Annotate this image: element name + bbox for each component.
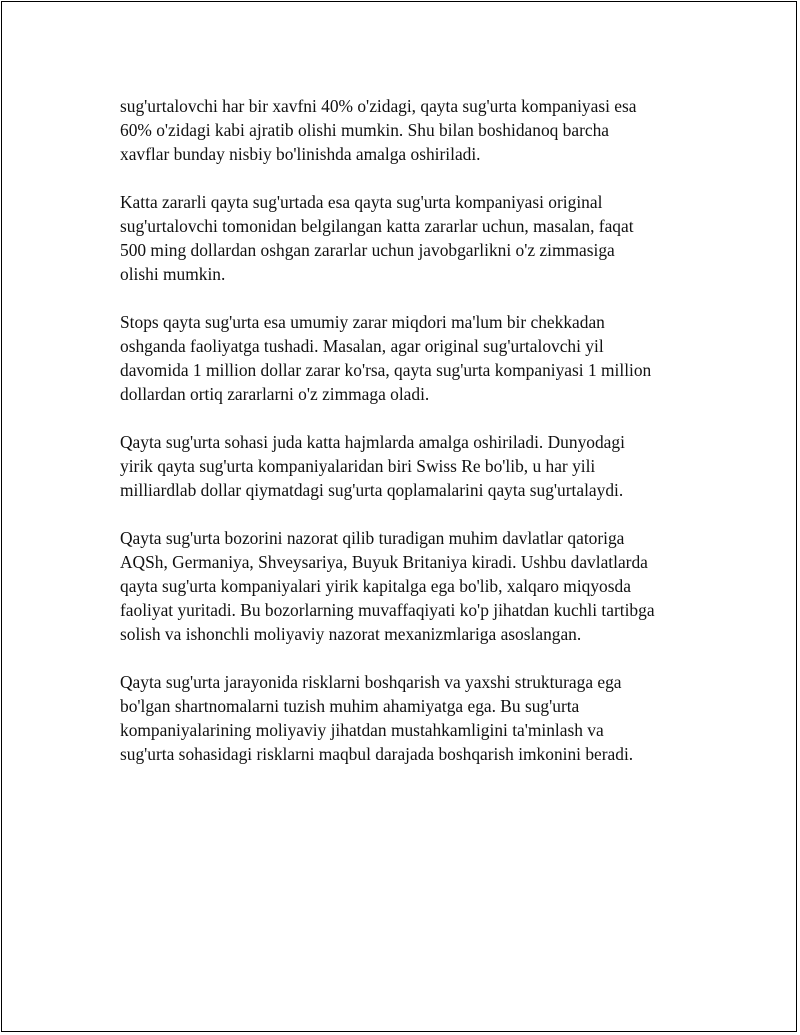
page-frame xyxy=(1,1,797,1032)
text-line: davomida 1 million dollar zarar ko'rsa, qayta sug'urta kompaniyasi 1 million xyxy=(120,360,652,380)
text-line: sug'urtalovchi har bir xavfni 40% o'zidagi, qayta sug'urta kompaniyasi esa xyxy=(120,96,637,116)
paragraph-5 xyxy=(120,526,700,646)
text-line: yirik qayta sug'urta kompaniyalaridan biri Swiss Re bo'lib, u har yili xyxy=(120,456,596,476)
text-line: sug'urta sohasidagi risklarni maqbul darajada boshqarish imkonini beradi. xyxy=(120,744,634,764)
text-line: Stops qayta sug'urta esa umumiy zarar miqdori ma'lum bir chekkadan xyxy=(120,312,605,332)
text-line: Katta zararli qayta sug'urtada esa qayta sug'urta kompaniyasi original xyxy=(120,192,603,212)
paragraph-4 xyxy=(120,430,700,502)
text-line: 500 ming dollardan oshgan zararlar uchun javobgarlikni o'z zimmasiga xyxy=(120,240,615,260)
paragraph-2 xyxy=(120,190,700,286)
text-line: bo'lgan shartnomalarni tuzish muhim ahamiyatga ega. Bu sug'urta xyxy=(120,696,580,716)
paragraph-3 xyxy=(120,310,700,406)
text-line: 60% o'zidagi kabi ajratib olishi mumkin. Shu bilan boshidanoq barcha xyxy=(120,120,610,140)
document-body xyxy=(120,94,700,790)
text-line: sug'urtalovchi tomonidan belgilangan katta zararlar uchun, masalan, faqat xyxy=(120,216,634,236)
text-line: dollardan ortiq zararlarni o'z zimmaga oladi. xyxy=(120,384,430,404)
text-line: qayta sug'urta kompaniyalari yirik kapitalga ega bo'lib, xalqaro miqyosda xyxy=(120,576,631,596)
text-line: xavflar bunday nisbiy bo'linishda amalga oshiriladi. xyxy=(120,144,481,164)
text-line: solish va ishonchli moliyaviy nazorat mexanizmlariga asoslangan. xyxy=(120,624,582,644)
text-line: olishi mumkin. xyxy=(120,264,226,284)
paragraph-6 xyxy=(120,670,700,766)
text-line: milliardlab dollar qiymatdagi sug'urta qoplamalarini qayta sug'urtalaydi. xyxy=(120,480,624,500)
paragraph-1 xyxy=(120,94,700,166)
text-line: Qayta sug'urta sohasi juda katta hajmlarda amalga oshiriladi. Dunyodagi xyxy=(120,432,625,452)
text-line: faoliyat yuritadi. Bu bozorlarning muvaffaqiyati ko'p jihatdan kuchli tartibga xyxy=(120,600,655,620)
text-line: Qayta sug'urta jarayonida risklarni boshqarish va yaxshi strukturaga ega xyxy=(120,672,622,692)
text-line: Qayta sug'urta bozorini nazorat qilib turadigan muhim davlatlar qatoriga xyxy=(120,528,625,548)
text-line: AQSh, Germaniya, Shveysariya, Buyuk Britaniya kiradi. Ushbu davlatlarda xyxy=(120,552,648,572)
text-line: oshganda faoliyatga tushadi. Masalan, agar original sug'urtalovchi yil xyxy=(120,336,604,356)
text-line: kompaniyalarining moliyaviy jihatdan mustahkamligini ta'minlash va xyxy=(120,720,604,740)
